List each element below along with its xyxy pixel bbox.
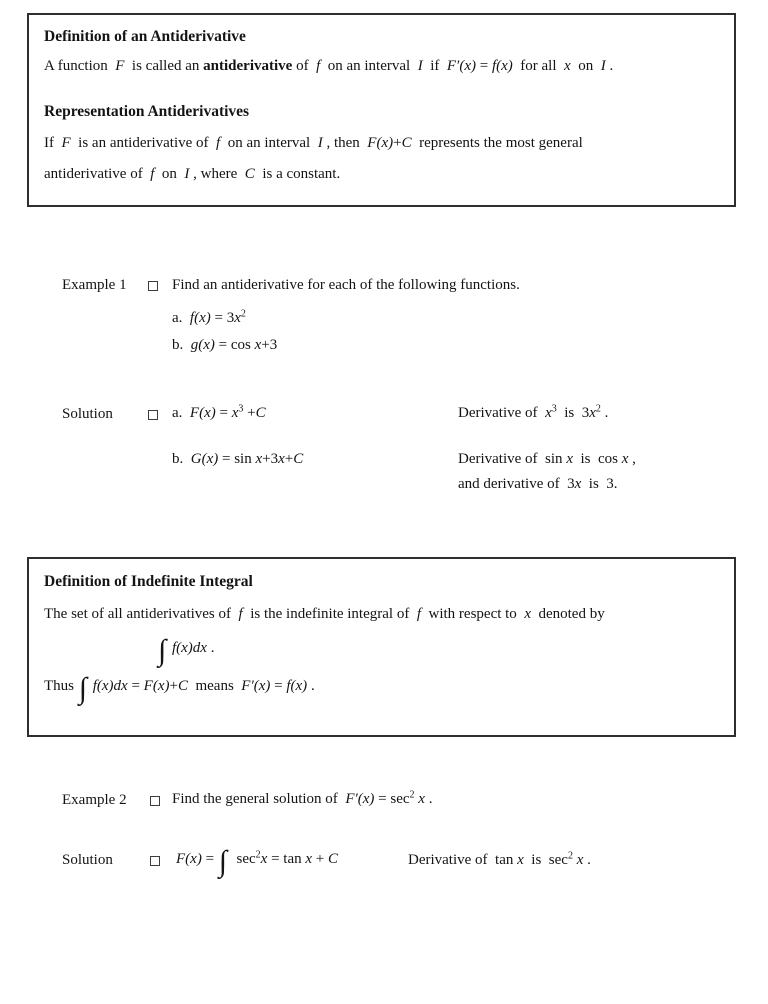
solution2-work: F(x) = ∫ $\sec^2x = \tan x + C$ <box>176 845 339 878</box>
definition-indefinite-integral-box <box>27 557 736 737</box>
solution1-note-a: Derivative of $x^3$ is $3x^2$ . <box>458 403 609 421</box>
square-bullet-icon <box>148 410 158 420</box>
solution1-label: Solution <box>62 406 113 422</box>
solution1-line-b: b. G(x) = sin x+3x+C <box>172 451 304 467</box>
representation-text-line1: If F is an antiderivative of f on an interval I , then F(x)+C represents the most general <box>44 135 583 151</box>
example1-item-a: a. $f(x) = 3x^2$ <box>172 308 246 326</box>
thus-formula-line: Thus ∫ f(x)dx = F(x)+C means F′(x) = f(x) . <box>44 672 315 705</box>
representation-text-line2: antiderivative of f on I , where C is a constant. <box>44 166 341 182</box>
square-bullet-icon <box>150 856 160 866</box>
solution1-line-a: a. $F(x) = x^3 +C$ <box>172 403 266 421</box>
solution2-note: Derivative of tan x is $\sec^2 x$ . <box>408 850 591 868</box>
solution2-label: Solution <box>62 852 113 868</box>
definition-antiderivative-box <box>27 13 736 207</box>
example1-prompt: Find an antiderivative for each of the following functions. <box>172 277 520 293</box>
square-bullet-icon <box>150 796 160 806</box>
integral-display-formula: ∫ f(x)dx . <box>158 634 215 667</box>
definition-antiderivative-heading: Definition of an Antiderivative <box>44 28 246 45</box>
solution1-note-b-line1: Derivative of sin x is cos x , <box>458 451 636 467</box>
example2-prompt: Find the general solution of $F'(x) = \sec^2 x$ . <box>172 789 433 807</box>
example1-item-b: b. g(x) = cos x+3 <box>172 337 278 353</box>
square-bullet-icon <box>148 281 158 291</box>
example1-label: Example 1 <box>62 277 127 293</box>
example2-label: Example 2 <box>62 792 127 808</box>
indefinite-integral-text: The set of all antiderivatives of f is the indefinite integral of f with respect to x denoted by <box>44 606 605 622</box>
antiderivative-definition-text: A function F is called an antiderivative of f on an interval I if F′(x) = f(x) for all x on I . <box>44 58 614 74</box>
indefinite-integral-heading: Definition of Indefinite Integral <box>44 573 253 590</box>
solution1-note-b-line2: and derivative of 3x is 3. <box>458 476 618 492</box>
representation-antiderivatives-heading: Representation Antiderivatives <box>44 103 250 120</box>
